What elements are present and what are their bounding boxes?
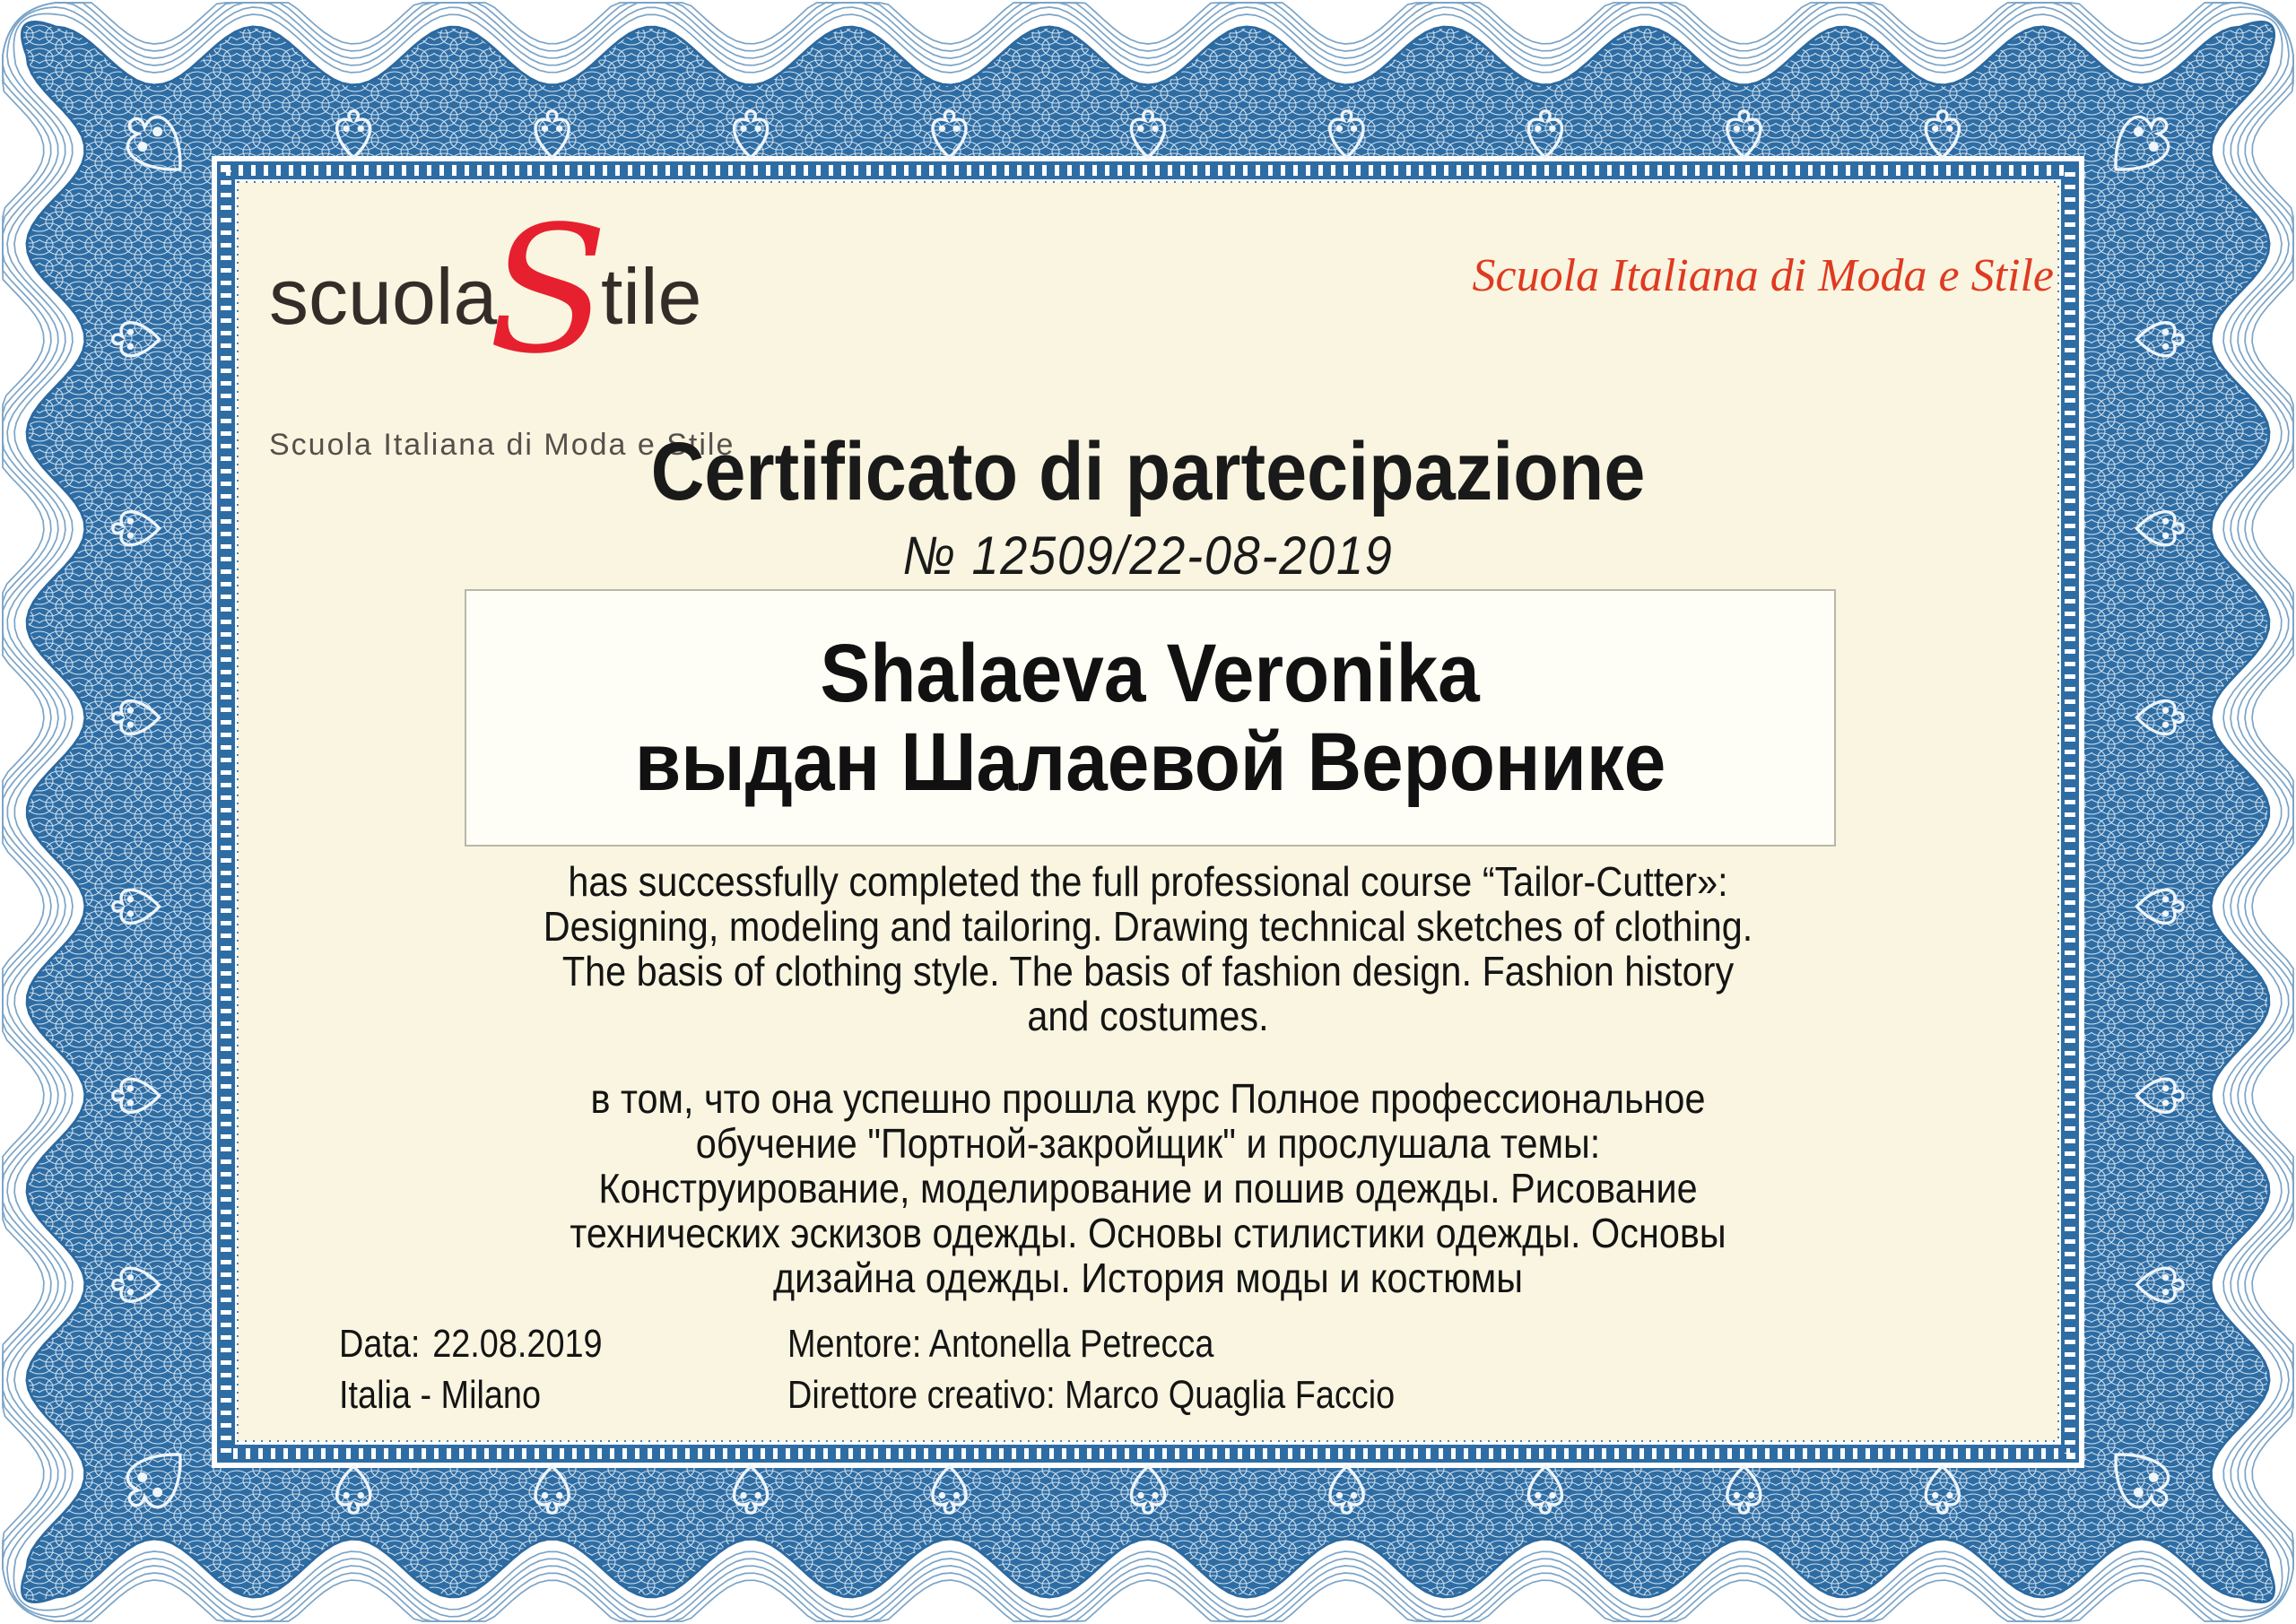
footer-right-column <box>787 1318 1395 1420</box>
course-en-line: has successfully completed the full professional course “Tailor-Cutter»: <box>568 858 1728 905</box>
footer-creative-director: Direttore creativo: Marco Quaglia Faccio <box>787 1373 1396 1417</box>
recipient-box <box>465 589 1836 847</box>
logo-subtitle: Scuola Italiana di Moda e Stile <box>269 428 735 462</box>
footer-left-column <box>339 1318 603 1420</box>
recipient-name-cyrillic: выдан Шалаевой Веронике <box>634 716 1666 808</box>
certificate-number: № 12509/22-08-2019 <box>902 525 1394 586</box>
course-en-line: The basis of clothing style. The basis of fashion design. Fashion history <box>561 948 1735 994</box>
course-description-en <box>256 859 2040 1038</box>
course-description-ru <box>256 1076 2040 1300</box>
school-name-right: Scuola Italiana di Moda e Stile <box>1472 250 2054 301</box>
footer-date-value: 22.08.2019 <box>432 1322 603 1366</box>
course-en-line: Designing, modeling and tailoring. Drawing technical sketches of clothing. <box>543 903 1753 950</box>
footer-mentor: Mentore: Antonella Petrecca <box>787 1322 1214 1366</box>
course-ru-line: в том, что она успешно прошла курс Полное профессиональное <box>590 1075 1706 1122</box>
course-ru-line: дизайна одежды. История моды и костюмы <box>773 1255 1523 1301</box>
footer-date-label: Data: <box>339 1322 421 1366</box>
logo-wordmark <box>269 188 735 392</box>
logo-accent-letter: S <box>488 188 608 392</box>
course-ru-line: Конструирование, моделирование и пошив одежды. Рисование <box>598 1165 1698 1211</box>
recipient-name-latin: Shalaeva Veronika <box>820 627 1481 719</box>
certificate-title: Certificato di partecipazione <box>650 426 1646 517</box>
footer-location: Italia - Milano <box>339 1373 542 1417</box>
course-ru-line: обучение "Портной-закройщик" и прослушала темы: <box>695 1120 1601 1167</box>
course-ru-line: технических эскизов одежды. Основы стилистики одежды. Основы <box>570 1210 1726 1256</box>
logo-word-end: tile <box>600 252 702 341</box>
footer-date-line <box>339 1318 603 1369</box>
course-en-line: and costumes. <box>1027 993 1269 1039</box>
logo-word-start: scuola <box>269 252 498 341</box>
